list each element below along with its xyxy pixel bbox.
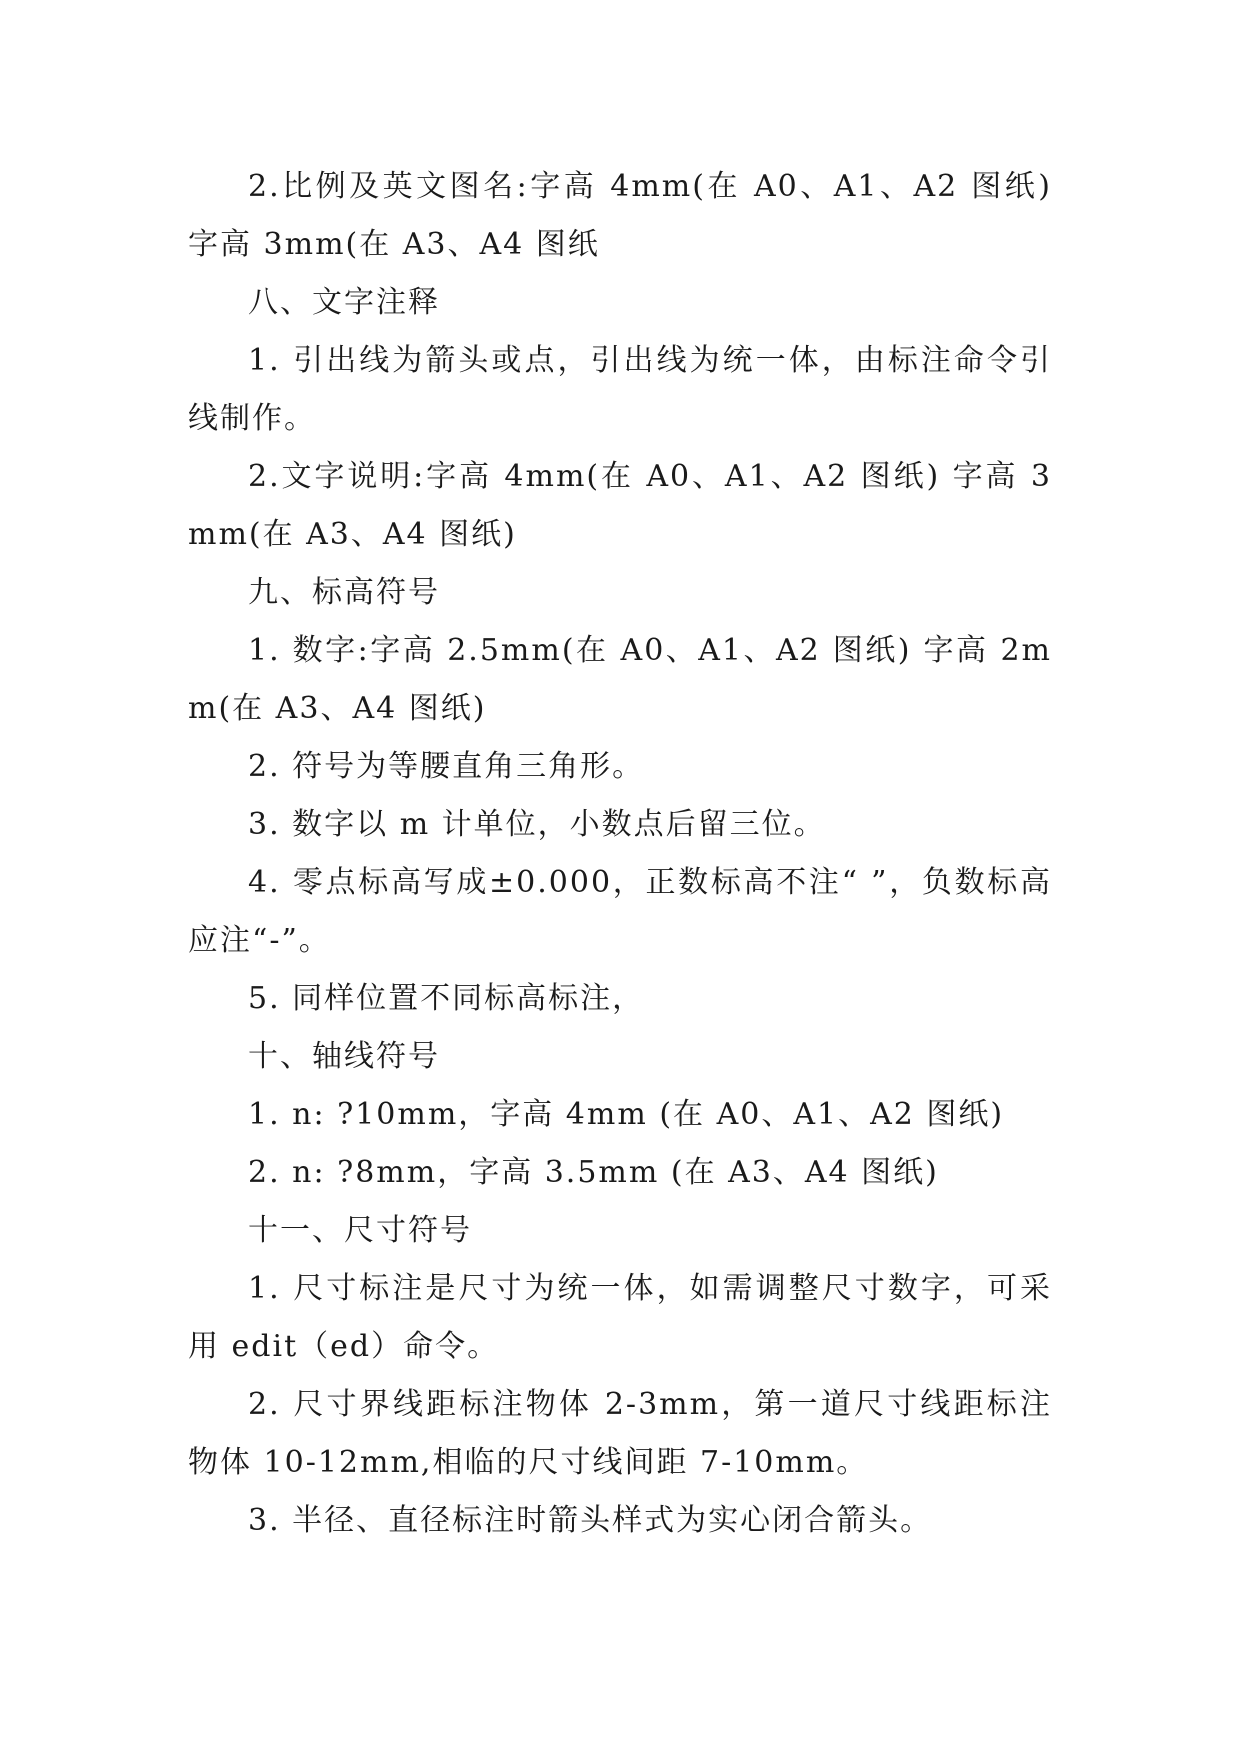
paragraph: 1. 数字:字高 2.5mm(在 A0、A1、A2 图纸) 字高 2mm(在 A3、A4 图纸) <box>188 633 1052 726</box>
document-body <box>188 158 1052 1550</box>
paragraph: 1. n: ?10mm，字高 4mm (在 A0、A1、A2 图纸) <box>248 1097 1005 1132</box>
paragraph: 2. 尺寸界线距标注物体 2-3mm，第一道尺寸线距标注物体 10-12mm,相临的尺寸线间距 7-10mm。 <box>188 1387 1052 1480</box>
section-heading: 十、轴线符号 <box>248 1039 440 1074</box>
section-heading: 八、文字注释 <box>248 285 440 320</box>
paragraph: 2. 符号为等腰直角三角形。 <box>248 749 645 784</box>
paragraph: 3. 半径、直径标注时箭头样式为实心闭合箭头。 <box>248 1503 933 1538</box>
paragraph: 3. 数字以 m 计单位，小数点后留三位。 <box>248 807 826 842</box>
section-heading: 十一、尺寸符号 <box>248 1213 472 1248</box>
paragraph: 1. 尺寸标注是尺寸为统一体，如需调整尺寸数字，可采用 edit（ed）命令。 <box>188 1271 1052 1364</box>
paragraph: 2.文字说明:字高 4mm(在 A0、A1、A2 图纸) 字高 3mm(在 A3、A4 图纸) <box>188 459 1052 552</box>
paragraph: 1. 引出线为箭头或点，引出线为统一体，由标注命令引线制作。 <box>188 343 1052 436</box>
section-heading: 九、标高符号 <box>248 575 440 610</box>
paragraph: 5. 同样位置不同标高标注， <box>248 981 645 1016</box>
paragraph: 4. 零点标高写成±0.000，正数标高不注“ ”，负数标高应注“-”。 <box>188 865 1052 958</box>
paragraph: 2. n: ?8mm，字高 3.5mm (在 A3、A4 图纸) <box>248 1155 939 1190</box>
paragraph: 2.比例及英文图名:字高 4mm(在 A0、A1、A2 图纸) 字高 3mm(在 A3、A4 图纸 <box>188 169 1052 262</box>
